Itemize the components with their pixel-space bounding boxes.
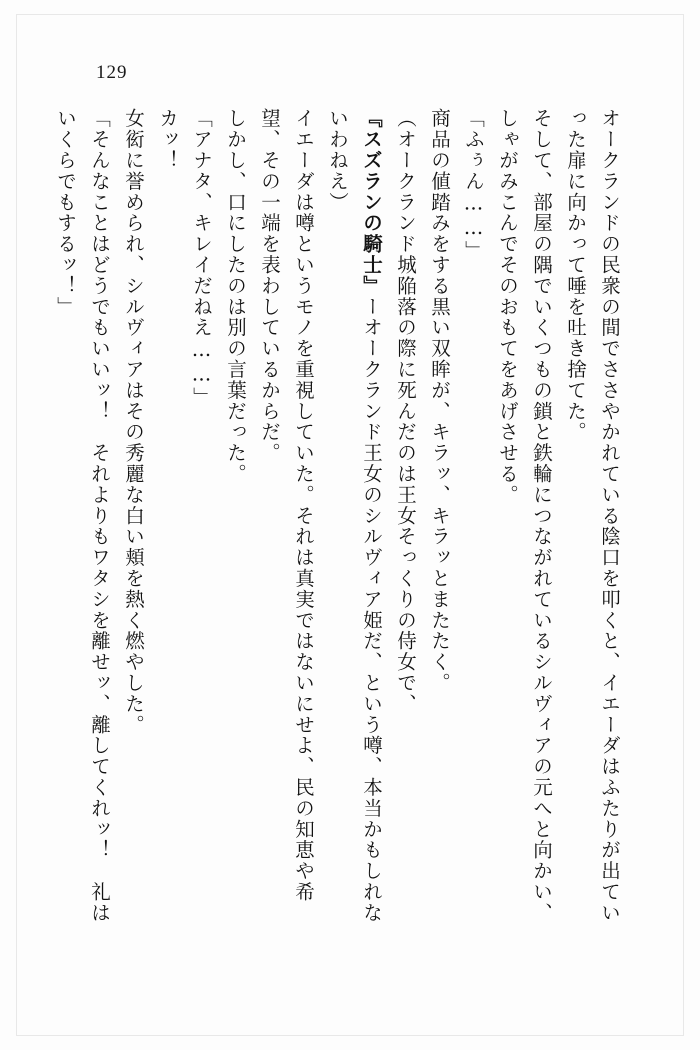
page-number: 129 <box>96 62 128 83</box>
paragraph: そして、部屋の隅でいくつもの鎖と鉄輪につながれているシルヴィアの元へと向かい、しゃがみこんでそのおもてをあげさせる。 <box>496 108 553 924</box>
emphasis-phrase: 『スズランの騎士』 <box>360 108 383 297</box>
paragraph: しかし、口にしたのは別の言葉だった。 <box>224 108 247 485</box>
paragraph: オークランドの民衆の間でささやかれている陰口を叩くと、イエーダはふたりが出ていった扉に向かって唾を吐き捨てた。 <box>564 108 621 924</box>
paragraph-text: ーオークランド王女のシルヴィア姫だ、という噂、本当かもしれないわねえ） <box>326 108 383 924</box>
paragraph: カッ！ <box>156 108 179 171</box>
page-body-text <box>54 108 626 938</box>
paragraph: イエーダは噂というモノを重視していた。それは真実ではないにせよ、民の知恵や希望、その一端を表わしているからだ。 <box>258 108 315 903</box>
paragraph: 「アナタ、キレイだねえ……」 <box>190 108 213 408</box>
paragraph: （オークランド城陥落の際に死んだのは王女そっくりの侍女で、 <box>394 108 417 715</box>
paragraph: 「そんなことはどうでもいいッ！ それよりもワタシを離せッ、離してくれッ！ 礼はいくらでもするッ！」 <box>54 108 111 924</box>
paragraph-emphasis <box>320 108 388 938</box>
paragraph: 女衒に誉められ、シルヴィアはその秀麗な白い頬を熱く燃やした。 <box>122 108 145 735</box>
paragraph: 商品の値踏みをする黒い双眸が、キラッ、キラッとまたたく。 <box>428 108 451 694</box>
paragraph: 「ふぅん……」 <box>462 108 485 262</box>
